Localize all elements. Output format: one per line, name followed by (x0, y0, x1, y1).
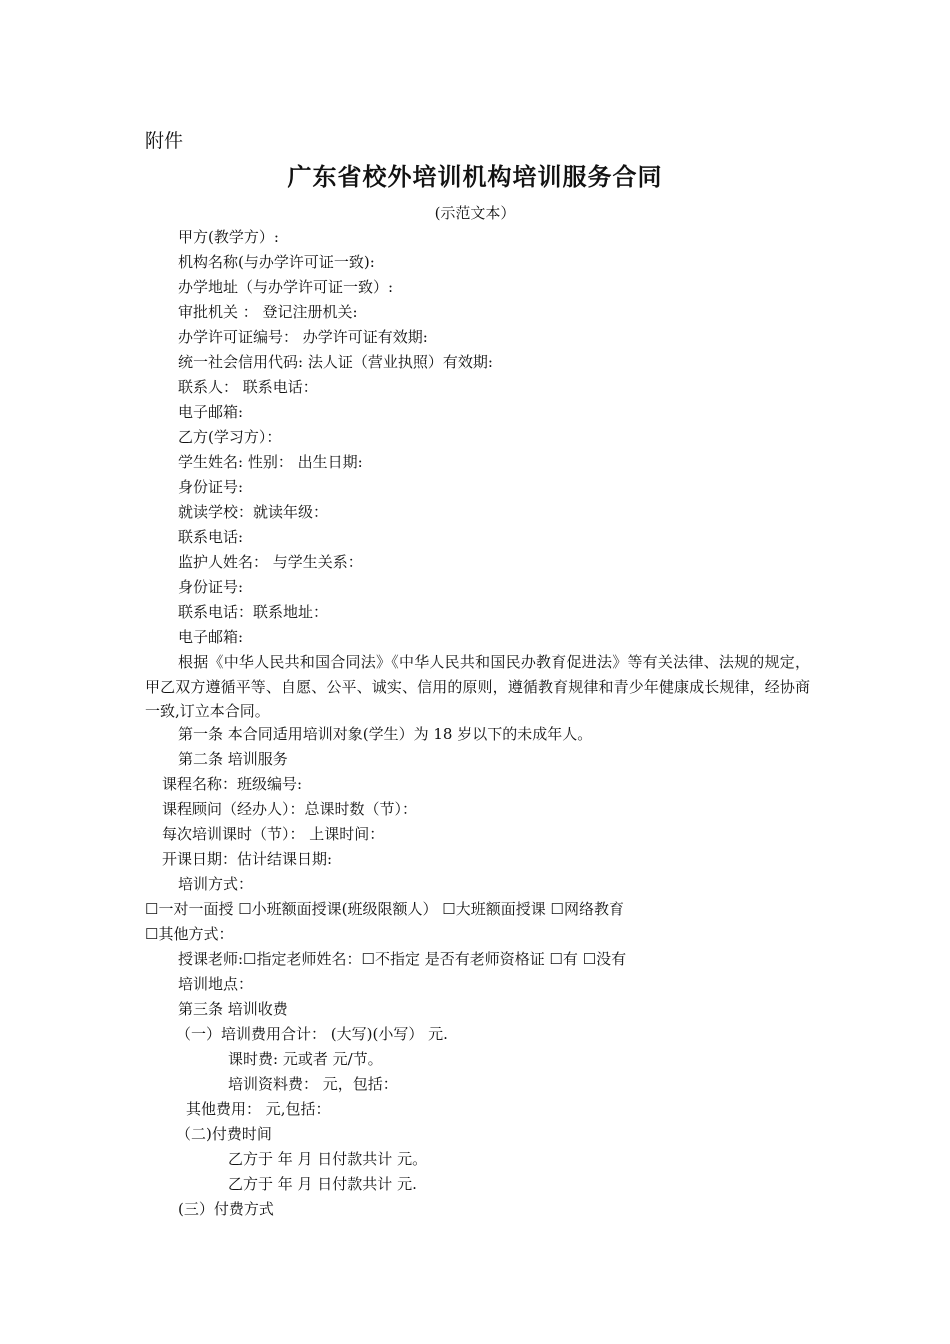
fee-other: 其他费用： 元,包括： (186, 1100, 331, 1118)
payment-method-label: (三）付费方式 (178, 1200, 274, 1218)
course-line: 开课日期：估计结课日期: (162, 850, 333, 868)
payment-time-label: （二)付费时间 (176, 1125, 272, 1143)
fee-lesson: 课时费: 元或者 元/节。 (228, 1050, 383, 1068)
party-b-line: 乙方(学习方）： (178, 428, 282, 446)
fee-materials: 培训资料费： 元，包括： (228, 1075, 398, 1093)
course-line: 课程顾问（经办人）：总课时数（节）： (162, 800, 418, 818)
course-line: 每次培训课时（节）： 上课时间： (162, 825, 385, 843)
party-b-line: 监护人姓名： 与学生关系： (178, 553, 363, 571)
training-mode-options: ☐一对一面授 ☐小班额面授课(班级限额人） ☐大班额面授课 ☐网络教育 (145, 900, 624, 918)
party-b-line: 身份证号: (178, 578, 244, 596)
course-line: 课程名称：班级编号: (162, 775, 303, 793)
article-2-heading: 第二条 培训服务 (178, 750, 288, 768)
article-1: 第一条 本合同适用培训对象(学生）为 18 岁以下的未成年人。 (178, 725, 593, 743)
party-a-line: 机构名称(与办学许可证一致): (178, 253, 375, 271)
attachment-heading: 附件 (145, 130, 184, 152)
party-b-line: 身份证号: (178, 478, 244, 496)
training-mode-label: 培训方式： (178, 875, 254, 893)
training-mode-other: ☐其他方式： (145, 925, 234, 943)
payment-entry: 乙方于 年 月 日付款共计 元。 (228, 1150, 428, 1168)
party-a-line: 办学地址（与办学许可证一致）: (178, 278, 394, 296)
party-a-line: 联系人： 联系电话： (178, 378, 318, 396)
article-3-heading: 第三条 培训收费 (178, 1000, 288, 1018)
party-a-line: 办学许可证编号： 办学许可证有效期: (178, 328, 428, 346)
fee-total: （一）培训费用合计： (大写)(小写） 元. (176, 1025, 448, 1043)
contract-subtitle: (示范文本） (434, 204, 516, 222)
party-a-line: 电子邮箱: (178, 403, 244, 421)
party-b-line: 联系电话：联系地址： (178, 603, 329, 621)
party-b-line: 学生姓名: 性别： 出生日期: (178, 453, 363, 471)
intro-paragraph: 根据《中华人民共和国合同法》《中华人民共和国民办教育促进法》等有关法律、法规的规定，甲乙双方遵循平等、自愿、公平、诚实、信用的原则，遵循教育规律和青少年健康成长规律，经协商一致,订立本合同。 (145, 653, 810, 720)
party-a-line: 统一社会信用代码: 法人证（营业执照）有效期: (178, 353, 493, 371)
training-location: 培训地点： (178, 975, 254, 993)
contract-title: 广东省校外培训机构培训服务合同 (287, 162, 663, 191)
payment-entry: 乙方于 年 月 日付款共计 元. (228, 1175, 417, 1193)
party-a-line: 审批机关 ： 登记注册机关: (178, 303, 358, 321)
party-b-line: 就读学校：就读年级： (178, 503, 329, 521)
party-a-line: 甲方(教学方）: (178, 228, 279, 246)
party-b-line: 电子邮箱: (178, 628, 244, 646)
teacher-line: 授课老师:☐指定老师姓名：☐不指定 是否有老师资格证 ☐有 ☐没有 (178, 950, 627, 968)
party-b-line: 联系电话: (178, 528, 244, 546)
